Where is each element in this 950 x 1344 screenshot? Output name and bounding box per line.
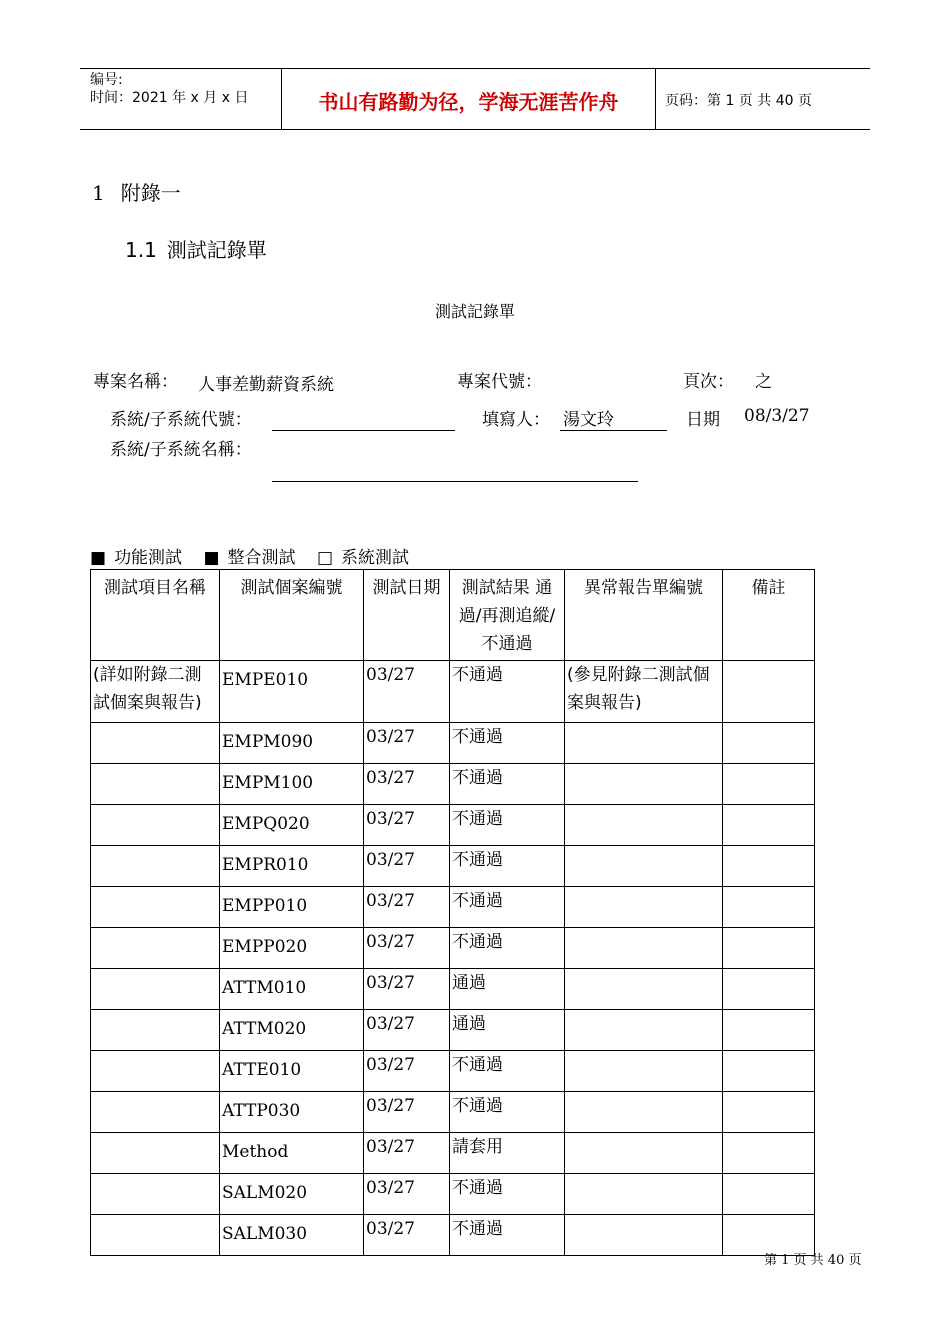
table-cell — [565, 928, 723, 969]
table-row — [91, 805, 815, 846]
table-cell: ATTM010 — [220, 969, 364, 1010]
checkbox-checked-icon: ■ — [203, 548, 220, 568]
table-cell — [91, 723, 220, 764]
table-cell: 03/27 — [364, 1133, 450, 1174]
table-cell: SALM030 — [220, 1215, 364, 1256]
table-cell: EMPM100 — [220, 764, 364, 805]
column-header: 測試項目名稱 — [91, 570, 220, 661]
form-title: 測試記錄單 — [434, 302, 515, 321]
subsystem-code-label: 系統/子系統代號： — [110, 410, 252, 430]
table-cell — [565, 1092, 723, 1133]
filler-value: 湯文玲 — [563, 410, 614, 430]
table-cell: 03/27 — [364, 1174, 450, 1215]
table-cell: 不通過 — [450, 1051, 565, 1092]
table-cell: ATTM020 — [220, 1010, 364, 1051]
table-cell: 03/27 — [364, 805, 450, 846]
checkbox-checked-icon: ■ — [90, 548, 107, 568]
table-cell: EMPQ020 — [220, 805, 364, 846]
table-cell — [723, 846, 815, 887]
section-title: 測試記錄單 — [166, 238, 267, 262]
table-cell: 03/27 — [364, 661, 450, 723]
section-number: 1.1 — [125, 238, 157, 262]
table-cell — [91, 1010, 220, 1051]
column-header: 測試個案編號 — [220, 570, 364, 661]
table-cell — [565, 805, 723, 846]
table-row — [91, 1133, 815, 1174]
table-cell: 03/27 — [364, 887, 450, 928]
column-header: 異常報告單編號 — [565, 570, 723, 661]
table-cell — [723, 661, 815, 723]
checkbox-unchecked-icon: □ — [316, 548, 333, 568]
table-cell: 不通過 — [450, 846, 565, 887]
table-cell — [723, 1133, 815, 1174]
table-row — [91, 1010, 815, 1051]
test-type-option: ■ 整合測試 — [203, 548, 296, 568]
table-row — [91, 723, 815, 764]
section-heading-1 — [92, 177, 181, 206]
table-cell — [565, 1215, 723, 1256]
filler-label: 填寫人： — [482, 410, 550, 430]
table-cell — [565, 723, 723, 764]
table-cell: 03/27 — [364, 1010, 450, 1051]
table-cell — [91, 805, 220, 846]
table-cell — [723, 887, 815, 928]
date-label: 日期 — [686, 410, 720, 430]
table-header-row — [91, 570, 815, 661]
table-cell: (參見附錄二測試個案與報告) — [565, 661, 723, 723]
table-cell: 不通過 — [450, 1174, 565, 1215]
table-cell: ATTP030 — [220, 1092, 364, 1133]
header-meta — [90, 71, 248, 107]
section-heading-1-1 — [125, 234, 267, 263]
date-value: 08/3/27 — [744, 406, 810, 426]
table-cell: 不通過 — [450, 1092, 565, 1133]
subsystem-code-underline — [272, 430, 455, 431]
table-cell: 03/27 — [364, 723, 450, 764]
table-cell — [565, 1051, 723, 1092]
table-cell — [723, 969, 815, 1010]
table-cell — [91, 1051, 220, 1092]
table-cell — [91, 969, 220, 1010]
table-row — [91, 928, 815, 969]
table-cell — [565, 969, 723, 1010]
table-row — [91, 1051, 815, 1092]
table-cell: EMPM090 — [220, 723, 364, 764]
table-cell: 03/27 — [364, 928, 450, 969]
table-cell: 不通過 — [450, 723, 565, 764]
table-row — [91, 1174, 815, 1215]
page-count-value: 之 — [755, 372, 772, 392]
table-cell: 03/27 — [364, 764, 450, 805]
header-motto: 书山有路勤为径，学海无涯苦作舟 — [318, 90, 619, 114]
table-cell: 不通過 — [450, 805, 565, 846]
table-cell: 請套用 — [450, 1133, 565, 1174]
project-name-value: 人事差勤薪資系統 — [198, 375, 334, 395]
table-cell: 通過 — [450, 1010, 565, 1051]
section-number: 1 — [92, 181, 105, 205]
table-row — [91, 1215, 815, 1256]
section-title: 附錄一 — [120, 181, 181, 205]
table-cell: EMPE010 — [220, 661, 364, 723]
table-cell — [91, 1174, 220, 1215]
page-count-label: 頁次： — [683, 372, 734, 392]
test-record-table — [90, 569, 815, 1256]
table-cell — [91, 1133, 220, 1174]
column-header: 測試結果 通過/再測追縱/不通過 — [450, 570, 565, 661]
table-cell — [723, 723, 815, 764]
table-cell — [91, 1092, 220, 1133]
table-cell: 不通過 — [450, 661, 565, 723]
table-row — [91, 661, 815, 723]
table-cell — [723, 764, 815, 805]
table-cell: 03/27 — [364, 969, 450, 1010]
subsystem-name-label: 系統/子系統名稱： — [110, 440, 252, 460]
table-cell — [723, 1010, 815, 1051]
column-header: 備註 — [723, 570, 815, 661]
table-row — [91, 764, 815, 805]
table-cell — [91, 928, 220, 969]
table-cell — [91, 846, 220, 887]
page-header — [80, 68, 870, 130]
table-cell — [723, 805, 815, 846]
table-cell — [91, 1215, 220, 1256]
table-cell: 不通過 — [450, 928, 565, 969]
table-cell — [565, 1133, 723, 1174]
subsystem-name-underline — [272, 481, 638, 482]
table-cell — [723, 928, 815, 969]
table-cell — [565, 1174, 723, 1215]
table-cell: 不通過 — [450, 1215, 565, 1256]
table-row — [91, 969, 815, 1010]
project-code-label: 專案代號： — [457, 372, 542, 392]
test-type-options — [90, 543, 425, 568]
table-cell: 不通過 — [450, 764, 565, 805]
table-cell: Method — [220, 1133, 364, 1174]
table-cell: EMPP010 — [220, 887, 364, 928]
table-cell: (詳如附錄二測試個案與報告) — [91, 661, 220, 723]
table-cell — [565, 887, 723, 928]
table-cell: 不通過 — [450, 887, 565, 928]
table-cell: EMPR010 — [220, 846, 364, 887]
header-page-info: 页码：第 1 页 共 40 页 — [665, 93, 812, 109]
project-name-label: 專案名稱： — [93, 372, 178, 392]
table-cell: 通過 — [450, 969, 565, 1010]
table-cell — [723, 1092, 815, 1133]
table-cell: ATTE010 — [220, 1051, 364, 1092]
table-cell: 03/27 — [364, 1092, 450, 1133]
page-footer: 第 1 页 共 40 页 — [764, 1253, 862, 1268]
table-cell: 03/27 — [364, 1051, 450, 1092]
time-label: 时间：2021 年 x 月 x 日 — [90, 90, 249, 106]
code-label: 编号: — [90, 72, 123, 88]
table-cell — [91, 887, 220, 928]
test-type-option: ■ 功能測試 — [90, 548, 183, 568]
table-cell: SALM020 — [220, 1174, 364, 1215]
column-header: 測試日期 — [364, 570, 450, 661]
table-cell — [565, 764, 723, 805]
table-row — [91, 1092, 815, 1133]
table-cell — [723, 1051, 815, 1092]
table-cell: 03/27 — [364, 1215, 450, 1256]
table-cell — [723, 1174, 815, 1215]
test-type-option: □ 系統測試 — [316, 548, 409, 568]
table-row — [91, 887, 815, 928]
table-row — [91, 846, 815, 887]
table-cell — [565, 1010, 723, 1051]
header-divider — [655, 69, 656, 129]
table-cell: EMPP020 — [220, 928, 364, 969]
filler-underline — [560, 430, 667, 431]
table-cell — [565, 846, 723, 887]
table-cell — [91, 764, 220, 805]
table-cell: 03/27 — [364, 846, 450, 887]
